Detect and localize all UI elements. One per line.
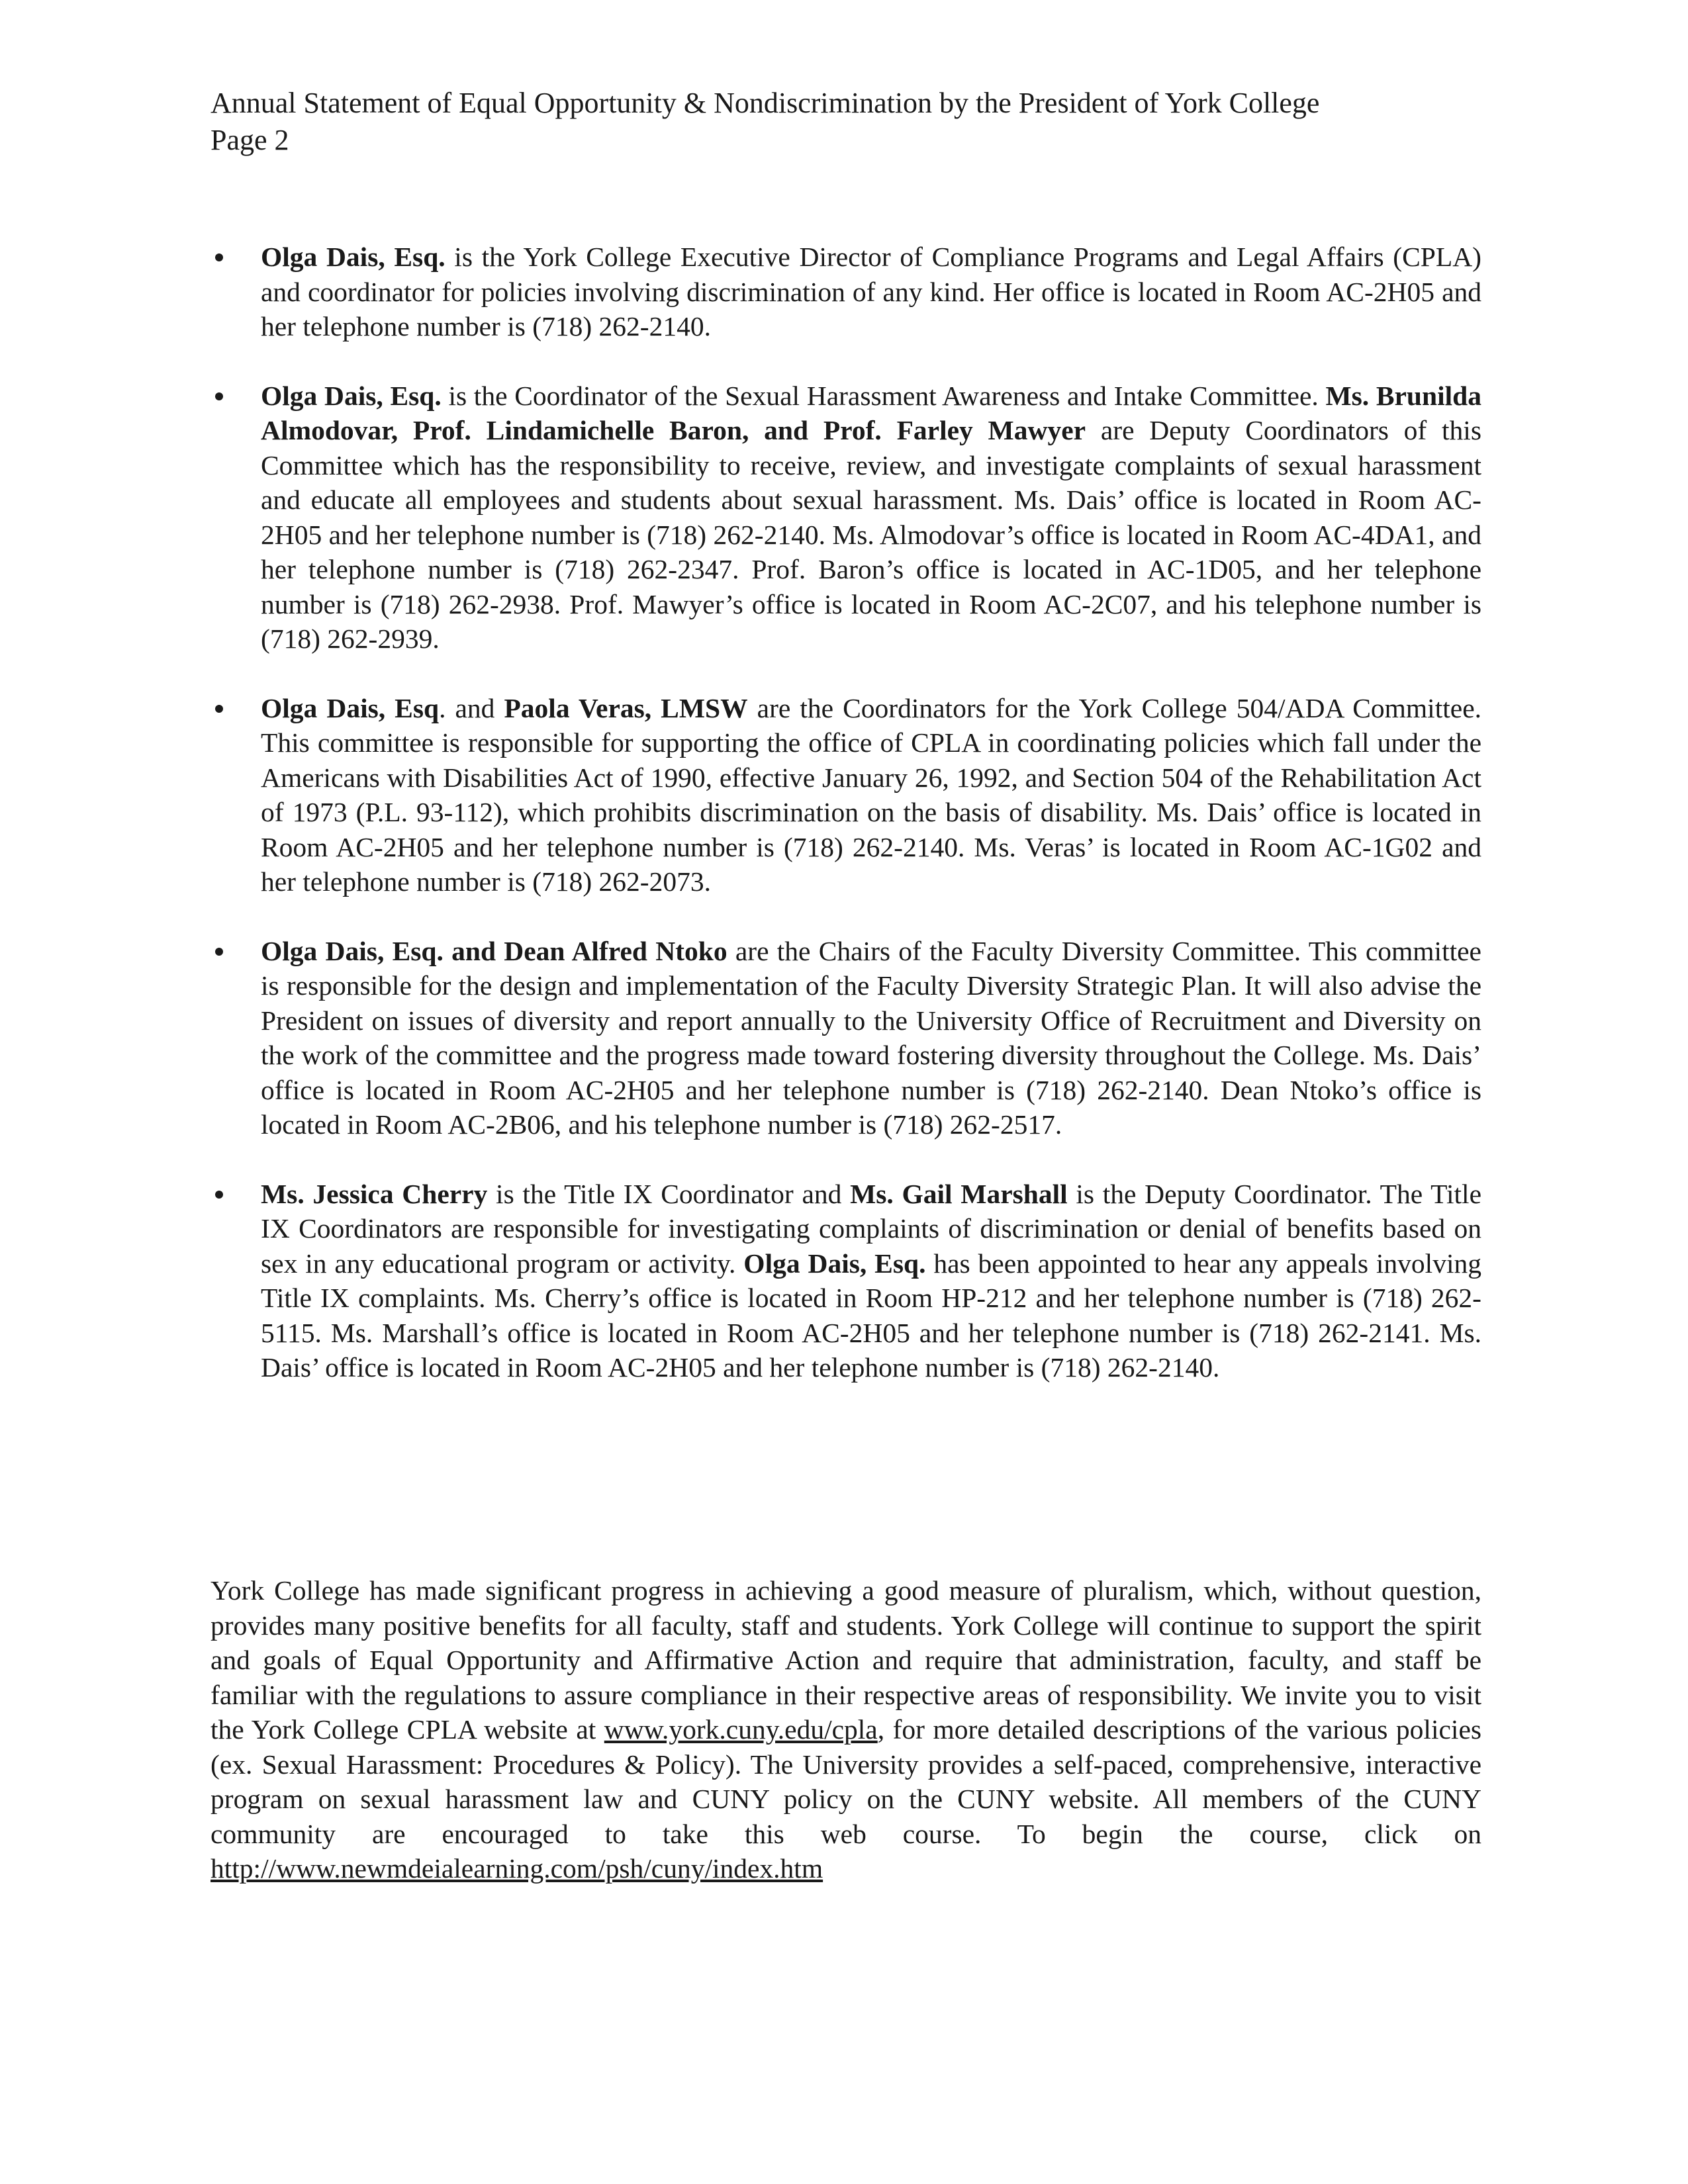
bold-name: Olga Dais, Esq.	[261, 380, 442, 411]
list-item-text	[261, 1179, 1481, 1383]
list-item-text	[261, 242, 1481, 341]
bullet-icon	[215, 705, 223, 713]
list-item	[211, 1177, 1481, 1385]
document-title: Annual Statement of Equal Opportunity & Nondiscrimination by the President of York College	[211, 87, 1320, 119]
list-item	[211, 691, 1481, 899]
closing-text: York College has made significant progress in achieving a good measure of pluralism, which, without question, provides many positive benefits for all faculty, staff and students. York College will continue to support the spirit and goals of Equal Opportunity and Affirmative Action and require that administration, faculty, and staff be familiar with the regulations to assure compliance in their respective areas of responsibility. We invite you to visit the York College CPLA website at	[211, 1575, 1481, 1745]
list-item-text	[261, 936, 1481, 1140]
bold-name: Olga Dais, Esq.	[261, 242, 445, 272]
course-link[interactable]: http://www.newmdeialearning.com/psh/cuny/index.htm	[211, 1853, 823, 1884]
list-item	[211, 240, 1481, 344]
bold-name: Olga Dais, Esq. and Dean Alfred Ntoko	[261, 935, 727, 966]
text-run: . and	[439, 692, 504, 723]
list-item-text	[261, 693, 1481, 897]
bold-name: Ms. Gail Marshall	[850, 1178, 1068, 1209]
text-run: is the Title IX Coordinator and	[487, 1178, 851, 1209]
page-number: Page 2	[211, 124, 289, 156]
text-run: is the York College Executive Director of Compliance Programs and Legal Affairs (CPLA) and coordinator for policies involving discrimination of any kind. Her office is located in Room AC-2H05 and her telephone number is (718) 262-2140.	[261, 242, 1481, 341]
text-run: are the Chairs of the Faculty Diversity Committee. This committee is responsible for the design and implementation of the Faculty Diversity Strategic Plan. It will also advise the President on issues of diversity and report annually to the University Office of Recruitment and Diversity on the work of the committee and the progress made toward fostering diversity throughout the College. Ms. Dais’ office is located in Room AC-2H05 and her telephone number is (718) 262-2140. Dean Ntoko’s office is located in Room AC-2B06, and his telephone number is (718) 262-2517.	[261, 935, 1481, 1140]
bold-name: Paola Veras, LMSW	[504, 692, 748, 723]
bold-name: Ms. Brunilda Almodovar, Prof. Lindamichelle Baron, and Prof. Farley Mawyer	[261, 380, 1481, 445]
bold-name: Olga Dais, Esq.	[743, 1248, 926, 1279]
text-run: are the Coordinators for the York College 504/ADA Committee. This committee is responsible for supporting the office of CPLA in coordinating policies which fall under the Americans with Disabilities Act of 1990, effective January 26, 1992, and Section 504 of the Rehabilitation Act of 1973 (P.L. 93-112), which prohibits discrimination on the basis of disability. Ms. Dais’ office is located in Room AC-2H05 and her telephone number is (718) 262-2140. Ms. Veras’ is located in Room AC-1G02 and her telephone number is (718) 262-2073.	[261, 692, 1481, 897]
text-run: has been appointed to hear any appeals involving Title IX complaints. Ms. Cherry’s office is located in Room HP-212 and her telephone number is (718) 262-5115. Ms. Marshall’s office is located in Room AC-2H05 and her telephone number is (718) 262-2141. Ms. Dais’ office is located in Room AC-2H05 and her telephone number is (718) 262-2140.	[261, 1248, 1481, 1383]
page-header	[211, 85, 1481, 159]
list-item-text	[261, 381, 1481, 655]
text-run: is the Coordinator of the Sexual Harassment Awareness and Intake Committee.	[441, 380, 1326, 411]
list-item	[211, 379, 1481, 657]
bullet-icon	[215, 392, 223, 400]
closing-paragraph	[211, 1573, 1481, 1886]
bullet-icon	[215, 1191, 223, 1199]
bold-name: Olga Dais, Esq	[261, 692, 440, 723]
text-run: are Deputy Coordinators of this Committee which has the responsibility to receive, review, and investigate complaints of sexual harassment and educate all employees and students about sexual harassment. Ms. Dais’ office is located in Room AC-2H05 and her telephone number is (718) 262-2140. Ms. Almodovar’s office is located in Room AC-4DA1, and her telephone number is (718) 262-2347. Prof. Baron’s office is located in AC-1D05, and her telephone number is (718) 262-2938. Prof. Mawyer’s office is located in Room AC-2C07, and his telephone number is (718) 262-2939.	[261, 415, 1481, 654]
text-run: is the Deputy Coordinator. The Title IX Coordinators are responsible for investigating complaints of discrimination or denial of benefits based on sex in any educational program or activity.	[261, 1178, 1481, 1279]
bullet-icon	[215, 253, 223, 261]
closing-text: , for more detailed descriptions of the various policies (ex. Sexual Harassment: Procedures & Policy). The University provides a self-paced, comprehensive, interactive program on sexual harassment law and CUNY policy on the CUNY website. All members of the CUNY community are encouraged to take this web course. To begin the course, click on	[211, 1714, 1482, 1849]
bullet-icon	[215, 948, 223, 956]
list-item	[211, 934, 1481, 1142]
coordinator-list	[211, 240, 1481, 1420]
bold-name: Ms. Jessica Cherry	[261, 1178, 488, 1209]
cpla-website-link[interactable]: www.york.cuny.edu/cpla	[604, 1714, 878, 1745]
